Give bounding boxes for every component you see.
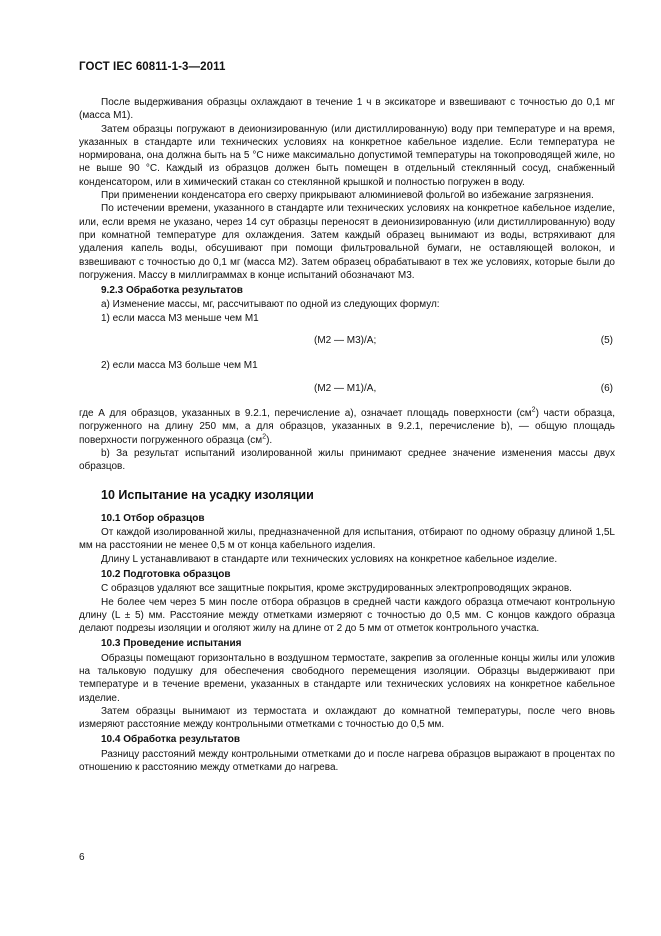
paragraph: Образцы помещают горизонтально в воздушном термостате, закрепив за оголенные концы жилы или уложив на тальковую подушку для обеспечения свободного перемещения изоляции. Образцы выдерживают при температуре и в течение времени, указанных в стандарте или технических условиях на конкретное кабельное изделие. [79, 652, 615, 704]
paragraph: С образцов удаляют все защитные покрытия, кроме экструдированных электропроводящих экранов. [101, 583, 572, 595]
formula-6 [79, 382, 615, 395]
paragraph: После выдерживания образцы охлаждают в течение 1 ч в эксикаторе и взвешивают с точностью до 0,1 мг (масса М1). [79, 97, 615, 122]
page-number: 6 [79, 852, 85, 863]
paragraph: По истечении времени, указанного в стандарте или технических условиях на конкретное кабельное изделие, или, если время не указано, через 14 сут образцы переносят в деионизированную (или дистиллированную) воду при комнатной температуре для охлаждения. Затем каждый образец вынимают из воды, встряхивают для удаления капель воды, обсушивают при помощи фильтровальной бумаги, не оставляющей волокон, и взвешивают с точностью до 0,1 мг (масса М2). Затем образец обрабатывают в тех же условиях, которые были до погружения. Массу в миллиграммах в конце испытаний обозначают М3. [79, 203, 615, 281]
document-header: ГОСТ IEC 60811-1-3—2011 [79, 61, 226, 73]
list-item-b: b) За результат испытаний изолированной жилы принимают среднее значение изменения массы двух образцов. [79, 447, 615, 473]
paragraph: Не более чем через 5 мин после отбора образцов в средней части каждого образца отмечают контрольную длину (L ± 5) мм. Расстояние между отметками измеряют с точностью до 0,5 мм. С концов каждого образца делают подрезы изоляции и оголяют жилу на длине от 2 до 5 мм от отметок контрольного участка. [79, 596, 615, 635]
paragraph: При применении конденсатора его сверху прикрывают алюминиевой фольгой во избежание загрязнения. [101, 190, 594, 202]
list-item-a: а) Изменение массы, мг, рассчитывают по одной из следующих формул: [101, 299, 440, 311]
section-heading-10-3: 10.3 Проведение испытания [101, 638, 242, 650]
section-heading-10: 10 Испытание на усадку изоляции [101, 488, 314, 503]
paragraph: Разницу расстояний между контрольными отметками до и после нагрева образцов выражают в процентах по отношению к расстоянию между отметками до нагрева. [79, 748, 615, 774]
paragraph: Затем образцы вынимают из термостата и охлаждают до комнатной температуры, после чего вновь измеряют расстояние между контрольными отметками с точностью до 0,5 мм. [79, 705, 615, 731]
formula-number: (6) [600, 382, 613, 394]
formula-expression: (М2 — М1)/А, [314, 382, 377, 394]
page-content [79, 96, 615, 774]
paragraph: От каждой изолированной жилы, предназначенной для испытания, отбирают по одному образцу длиной 1,5L мм на расстоянии не менее 0,5 м от конца кабельного изделия. [79, 527, 615, 552]
list-item-2: 2) если масса М3 больше чем М1 [101, 360, 258, 372]
formula-number: (5) [600, 335, 613, 347]
list-item-1: 1) если масса М3 меньше чем М1 [101, 312, 259, 324]
formula-expression: (М2 — М3)/А; [314, 335, 377, 347]
section-heading-10-4: 10.4 Обработка результатов [101, 734, 241, 746]
section-heading-9-2-3: 9.2.3 Обработка результатов [101, 285, 243, 297]
section-heading-10-1: 10.1 Отбор образцов [101, 512, 205, 524]
formula-5 [79, 334, 615, 347]
section-heading-10-2: 10.2 Подготовка образцов [101, 568, 231, 580]
paragraph: Затем образцы погружают в деионизированную (или дистиллированную) воду при температуре и на время, указанных в стандарте или технических условиях на конкретное кабельное изделие. Если температура не нормирована, она должна быть на 5 °С ниже максимально допустимой температуры на токопроводящей жиле, но не выше 90 °С. Каждый из образцов должен быть помещен в отдельный стеклянный сосуд, снабженный конденсатором, или в химический стакан со стеклянной крышкой и полностью погружен в воду. [79, 123, 615, 188]
paragraph: Длину L устанавливают в стандарте или технических условиях на конкретное кабельное изделие. [101, 553, 558, 565]
formula-explanation: где А для образцов, указанных в 9.2.1, перечисление а), означает площадь поверхности $(см^2)$ части образца, погруженного на длину 250 мм, а для образцов, указанных в 9.2.1, перечисление b), — общую площадь поверхности погруженного образца $(см^2)$. [79, 406, 616, 446]
